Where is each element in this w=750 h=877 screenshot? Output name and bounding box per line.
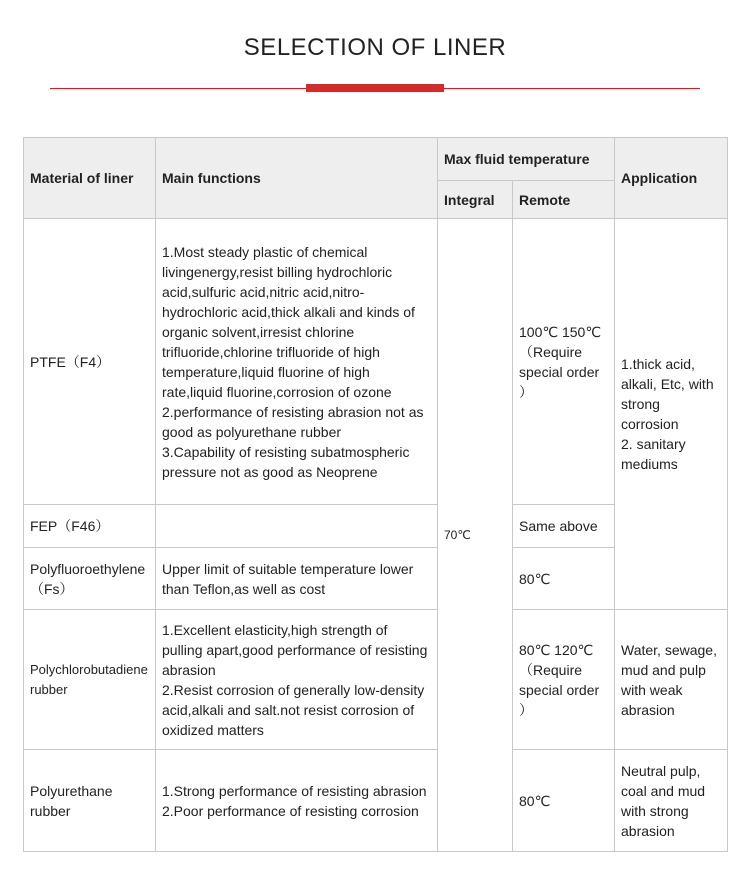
header-application: Application [615, 138, 728, 219]
header-material: Material of liner [24, 138, 156, 219]
functions-cell: 1.Strong performance of resisting abrasion 2.Poor performance of resisting corrosion [156, 750, 438, 852]
table-row [24, 610, 728, 750]
page-title: SELECTION OF LINER [243, 34, 507, 61]
application-cell: 1.thick acid, alkali, Etc, with strong corrosion 2. sanitary mediums [615, 219, 728, 610]
remote-temperature-cell: 80℃ [513, 548, 615, 610]
header-integral: Integral [438, 181, 513, 219]
remote-temperature-cell: 80℃ 120℃ （Require special order ） [513, 610, 615, 750]
remote-temperature-cell: 80℃ [513, 750, 615, 852]
functions-cell [156, 505, 438, 548]
material-cell: Polyfluoroethylene （Fs） [24, 548, 156, 610]
header-remote: Remote [513, 181, 615, 219]
title-accent-bar [306, 84, 444, 92]
material-cell: Polychlorobutadiene rubber [24, 610, 156, 750]
table-row [24, 219, 728, 505]
liner-selection-table [23, 137, 728, 852]
application-cell: Water, sewage, mud and pulp with weak abrasion [615, 610, 728, 750]
remote-temperature-cell: Same above [513, 505, 615, 548]
header-main-functions: Main functions [156, 138, 438, 219]
header-max-fluid-temperature: Max fluid temperature [438, 138, 615, 181]
material-cell: PTFE（F4） [24, 219, 156, 505]
functions-cell: 1.Most steady plastic of chemical livingenergy,resist billing hydrochloric acid,sulfuric acid,nitric acid,nitro-hydrochloric acid,thick alkali and kinds of organic solvent,irresist chlorine trifluoride,chlorine trifluoride of high temperature,liquid fluorine of high rate,liquid fluorine,corrosion of ozone 2.performance of resisting abrasion not as good as polyurethane rubber 3.Capability of resisting subatmospheric pressure not as good as Neoprene [156, 219, 438, 505]
integral-temperature-cell: 70℃ [438, 219, 513, 852]
material-cell: Polyurethane rubber [24, 750, 156, 852]
functions-cell: Upper limit of suitable temperature lower than Teflon,as well as cost [156, 548, 438, 610]
table-row [24, 750, 728, 852]
functions-cell: 1.Excellent elasticity,high strength of pulling apart,good performance of resisting abrasion 2.Resist corrosion of generally low-density acid,alkali and salt.not resist corrosion of oxidized matters [156, 610, 438, 750]
material-cell: FEP（F46） [24, 505, 156, 548]
remote-temperature-cell: 100℃ 150℃ （Require special order ） [513, 219, 615, 505]
application-cell: Neutral pulp, coal and mud with strong abrasion [615, 750, 728, 852]
